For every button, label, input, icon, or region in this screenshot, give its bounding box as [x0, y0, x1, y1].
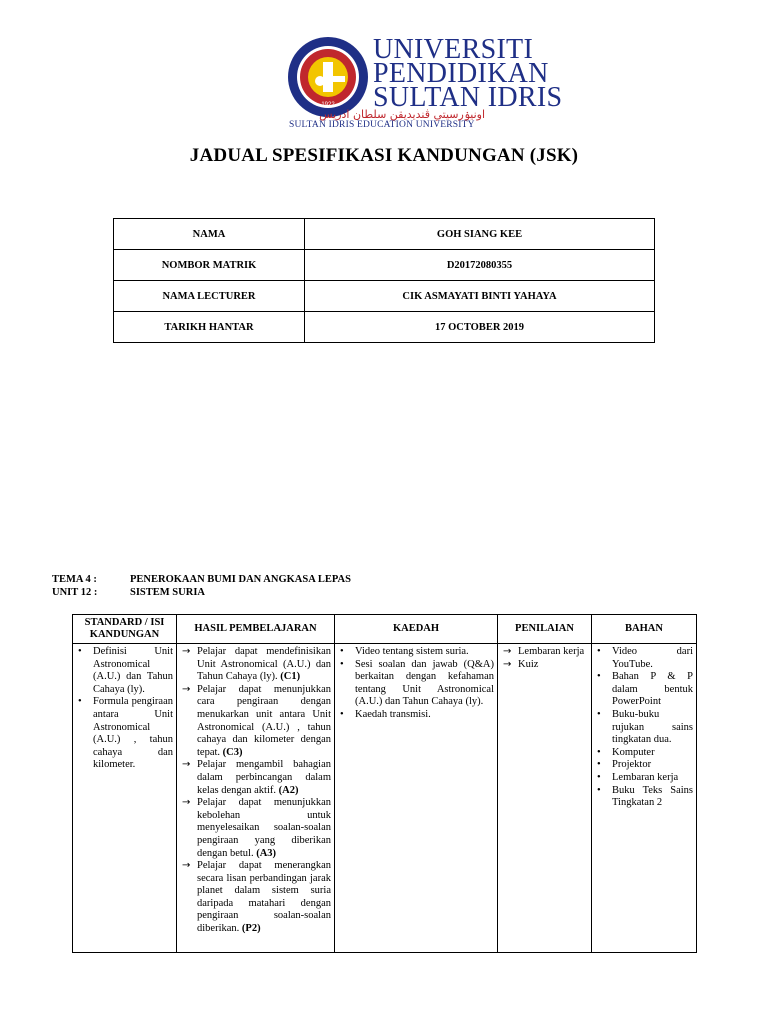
list-item: → Pelajar mengambil bahagian dalam perbincangan dalam kelas dengan aktif. (A2) [180, 759, 331, 797]
info-label: NOMBOR MATRIK [114, 250, 305, 281]
list-item: • Definisi Unit Astronomical (A.U.) dan Tahun Cahaya (ly). [76, 646, 173, 696]
list-item: • Kaedah transmisi. [338, 709, 494, 722]
cell-penilaian [498, 644, 592, 953]
bullet-icon [78, 696, 91, 709]
university-english-name: SULTAN IDRIS EDUCATION UNIVERSITY [289, 120, 475, 130]
unit-line [52, 587, 351, 600]
header-penilaian: PENILAIAN [498, 615, 592, 644]
list-item: • Projektor [595, 759, 693, 772]
student-info-table [113, 218, 655, 343]
penilaian-list [501, 646, 588, 671]
bullet-icon [340, 646, 353, 659]
bullet-icon [597, 772, 610, 785]
bullet-icon [340, 709, 353, 722]
list-item: • Komputer [595, 747, 693, 760]
table-row [114, 219, 655, 250]
bullet-icon [597, 747, 610, 760]
list-item: → Pelajar dapat menerangkan secara lisan perbandingan jarak planet dalam sistem suria daripada matahari dengan pengiraan soalan-soalan diberikan. (P2) [180, 860, 331, 936]
table-header-row [73, 615, 697, 644]
wordmark-jawi: اونيۏرسيتي ڤنديديقن سلطان ادريس [319, 108, 485, 121]
list-item: • Video tentang sistem suria. [338, 646, 494, 659]
cell-standard [73, 644, 177, 953]
arrow-right-icon [182, 860, 195, 873]
tema-line [52, 574, 351, 587]
bullet-icon [597, 759, 610, 772]
tema-value: PENEROKAAN BUMI DAN ANGKASA LEPAS [130, 574, 351, 585]
university-seal-icon [287, 36, 369, 118]
list-item: • Bahan P & P dalam bentuk PowerPoint [595, 671, 693, 709]
arrow-right-icon [182, 759, 195, 772]
cell-kaedah [335, 644, 498, 953]
info-label: NAMA [114, 219, 305, 250]
table-row [114, 281, 655, 312]
bullet-icon [597, 785, 610, 798]
document-title: JADUAL SPESIFIKASI KANDUNGAN (JSK) [189, 145, 579, 166]
list-item: → Pelajar dapat mendefinisikan Unit Astronomical (A.U.) dan Tahun Cahaya (ly). (C1) [180, 646, 331, 684]
tema-label: TEMA 4 : [52, 574, 97, 585]
standard-list [76, 646, 173, 772]
unit-label: UNIT 12 : [52, 587, 98, 598]
list-item: • Formula pengiraan antara Unit Astronomical (A.U.) , tahun cahaya dan kilometer. [76, 696, 173, 772]
wordmark-line-3: SULTAN IDRIS [373, 82, 563, 113]
bullet-icon [78, 646, 91, 659]
bullet-icon [597, 646, 610, 659]
tema-unit-block [52, 574, 351, 600]
jsk-table [72, 614, 697, 953]
header-kaedah: KAEDAH [335, 615, 498, 644]
list-item: • Sesi soalan dan jawab (Q&A) berkaitan dengan kefahaman tentang Unit Astronomical (A.U.) dan Tahun Cahaya (ly). [338, 659, 494, 709]
list-item: → Pelajar dapat menunjukkan kebolehan untuk menyelesaikan soalan-soalan pengiraan yang diberikan dengan betul. (A3) [180, 797, 331, 860]
info-value: 17 OCTOBER 2019 [305, 312, 655, 343]
bullet-icon [597, 709, 610, 722]
info-value: CIK ASMAYATI BINTI YAHAYA [305, 281, 655, 312]
info-value: D20172080355 [305, 250, 655, 281]
arrow-right-icon [182, 646, 195, 659]
list-item: • Video dari YouTube. [595, 646, 693, 671]
bahan-list [595, 646, 693, 810]
kaedah-list [338, 646, 494, 722]
wordmark-line-2: PENDIDIKAN [373, 58, 549, 89]
list-item: → Pelajar dapat menunjukkan cara pengiraan dengan menukarkan unit antara Unit Astronomical (A.U.) , tahun cahaya dan kilometer dengan tepat. (C3) [180, 684, 331, 760]
seal-year: 1922 [321, 102, 335, 108]
table-row [73, 644, 697, 953]
bullet-icon [597, 671, 610, 684]
unit-value: SISTEM SURIA [130, 587, 205, 598]
hasil-list [180, 646, 331, 936]
table-row [114, 250, 655, 281]
list-item: → Kuiz [501, 659, 588, 672]
header-bahan: BAHAN [592, 615, 697, 644]
list-item: • Lembaran kerja [595, 772, 693, 785]
list-item: • Buku-buku rujukan sains tingkatan dua. [595, 709, 693, 747]
info-label: NAMA LECTURER [114, 281, 305, 312]
list-item: → Lembaran kerja [501, 646, 588, 659]
info-label: TARIKH HANTAR [114, 312, 305, 343]
arrow-right-icon [503, 659, 516, 672]
arrow-right-icon [182, 797, 195, 810]
table-row [114, 312, 655, 343]
cell-bahan [592, 644, 697, 953]
info-value: GOH SIANG KEE [305, 219, 655, 250]
arrow-right-icon [182, 684, 195, 697]
header-hasil: HASIL PEMBELAJARAN [177, 615, 335, 644]
list-item: • Buku Teks Sains Tingkatan 2 [595, 785, 693, 810]
bullet-icon [340, 659, 353, 672]
cell-hasil [177, 644, 335, 953]
wordmark-line-1: UNIVERSITI [373, 34, 534, 65]
arrow-right-icon [503, 646, 516, 659]
header-standard: STANDARD / ISI KANDUNGAN [73, 615, 177, 644]
